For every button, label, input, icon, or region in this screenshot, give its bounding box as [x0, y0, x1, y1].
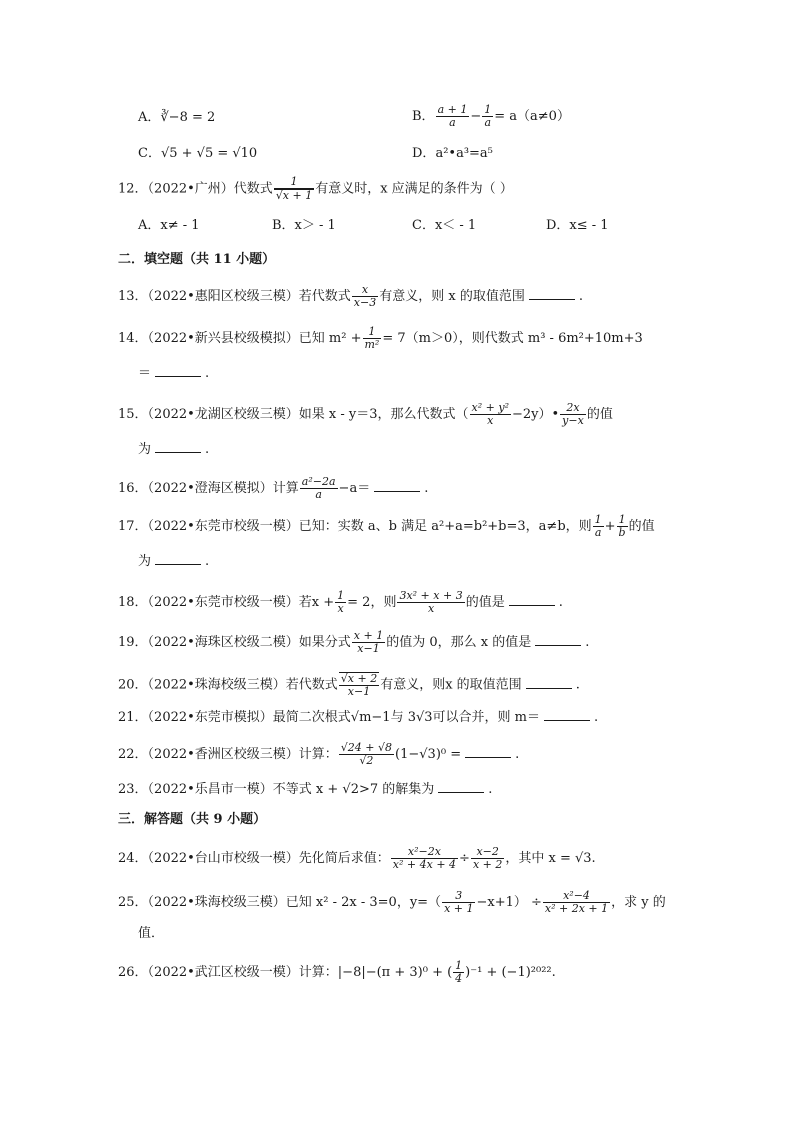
- question-17-cont: 为 .: [138, 554, 210, 569]
- question-16: 16．（2022•澄海区模拟）计算 $\frac{\text{a²−2a}}{a}$ −a＝ .: [118, 475, 429, 501]
- question-15-cont: 为 .: [138, 442, 210, 457]
- q11-option-c: [138, 146, 257, 162]
- question-22: 22．（2022•香洲区校级三模）计算： $\frac{√24 + √8}{√2}$ (1−√3)⁰ = .: [118, 741, 520, 767]
- option-label: C．: [138, 146, 161, 161]
- question-21: 21．（2022•东莞市模拟）最简二次根式√m−1与 3√3可以合并，则 m＝ .: [118, 710, 599, 725]
- answer-blank[interactable]: [155, 440, 201, 453]
- answer-blank[interactable]: [526, 676, 572, 689]
- option-label: A．: [138, 110, 161, 125]
- question-18: 18．（2022•东莞市校级一模）若x + $\frac{1}{x}$ = 2，则 $\frac{\text{3x² + x + 3}}{x}$ 的值是 .: [118, 589, 563, 615]
- question-20: 20．（2022•珠海校级三模）若代数式 $\frac{√x + 2}{x-1}$ 有意义，则x 的取值范围 .: [118, 672, 580, 698]
- section-heading-fill-in: 二．填空题（共 11 小题）: [118, 252, 276, 267]
- fraction: $\frac{1}{a}$: [484, 103, 492, 129]
- question-24: 24．（2022•台山市校级一模）先化简后求值： $\frac{\text{x²−2x}}{\text{x² + 4x + 4}}$ ÷ $\frac{x-2}{x + 2}$ ，其中 x = √3.: [118, 845, 596, 871]
- q12-option-c: C．x＜ - 1: [412, 218, 477, 233]
- question-15: 15．（2022•龙湖区校级三模）如果 x - y＝3，那么代数式（ $\frac{\text{x² + y²}}{x}$ −2y）• $\frac{2x}{y-x}$ 的值: [118, 401, 613, 427]
- option-label: B．: [412, 109, 435, 124]
- answer-blank[interactable]: [155, 552, 201, 565]
- question-25-cont: 值．: [138, 926, 165, 941]
- question-19: 19．（2022•海珠区校级二模）如果分式 $\frac{x + 1}{x-1}$ 的值为 0，那么 x 的值是 .: [118, 629, 590, 655]
- option-expr: = a（a≠0）: [494, 109, 570, 124]
- answer-blank[interactable]: [155, 364, 201, 377]
- question-14-cont: ＝ .: [138, 366, 210, 381]
- q11-option-d: [412, 146, 493, 162]
- answer-blank[interactable]: [535, 633, 581, 646]
- question-13: 13．（2022•惠阳区校级三模）若代数式 $\frac{x}{x-3}$ 有意义，则 x 的取值范围 .: [118, 283, 583, 309]
- question-12: [118, 176, 513, 202]
- question-26: 26．（2022•武江区校级一模）计算：|−8|−(π + 3)⁰ + ( $\frac{1}{4}$ )⁻¹ + (−1)²⁰²².: [118, 959, 556, 985]
- q12-option-b: B．x＞ - 1: [272, 218, 336, 233]
- answer-blank[interactable]: [438, 780, 484, 793]
- q11-option-a: [138, 110, 215, 126]
- section-heading-solve: 三．解答题（共 9 小题）: [118, 812, 267, 827]
- question-text: 12．（2022•广州）代数式: [118, 181, 273, 197]
- question-17: 17．（2022•东莞市校级一模）已知：实数 a、b 满足 a²+a=b²+b=3，a≠b，则 $\frac{1}{a}$ + $\frac{1}{b}$ 的值: [118, 513, 655, 539]
- answer-blank[interactable]: [465, 745, 511, 758]
- question-text: 有意义时，x 应满足的条件为（ ）: [315, 181, 513, 197]
- question-23: 23．（2022•乐昌市一模）不等式 x + √2>7 的解集为 .: [118, 782, 493, 797]
- option-expr: ∛−8 = 2: [160, 110, 216, 125]
- question-25: 25．（2022•珠海校级三模）已知 x² - 2x - 3=0，y=（ $\frac{3}{x + 1}$ −x+1） ÷ $\frac{\text{x²−4}}{\text{x² + 2x + 1}}$ ，求 y 的: [118, 889, 666, 915]
- q12-option-d: D．x≤ - 1: [546, 218, 609, 233]
- fraction: $\frac{1}{√x + 1}$: [275, 175, 313, 202]
- option-expr: a²•a³=a⁵: [435, 146, 493, 161]
- answer-blank[interactable]: [544, 708, 590, 721]
- option-expr: √5 + √5 = √10: [160, 146, 258, 161]
- answer-blank[interactable]: [374, 479, 420, 492]
- answer-blank[interactable]: [529, 287, 575, 300]
- q11-option-b: B． $\frac{a + 1}{a}$ − $\frac{1}{a}$ = a（a≠0）: [412, 103, 570, 129]
- question-14: 14．（2022•新兴县校级模拟）已知 m² + $\frac{1}{\text{m²}}$ = 7（m＞0），则代数式 m³ - 6m²+10m+3: [118, 325, 643, 351]
- fraction: $\frac{a + 1}{a}$: [437, 103, 468, 129]
- q12-option-a: A．x≠ - 1: [138, 218, 200, 233]
- answer-blank[interactable]: [509, 593, 555, 606]
- option-label: D．: [412, 146, 436, 161]
